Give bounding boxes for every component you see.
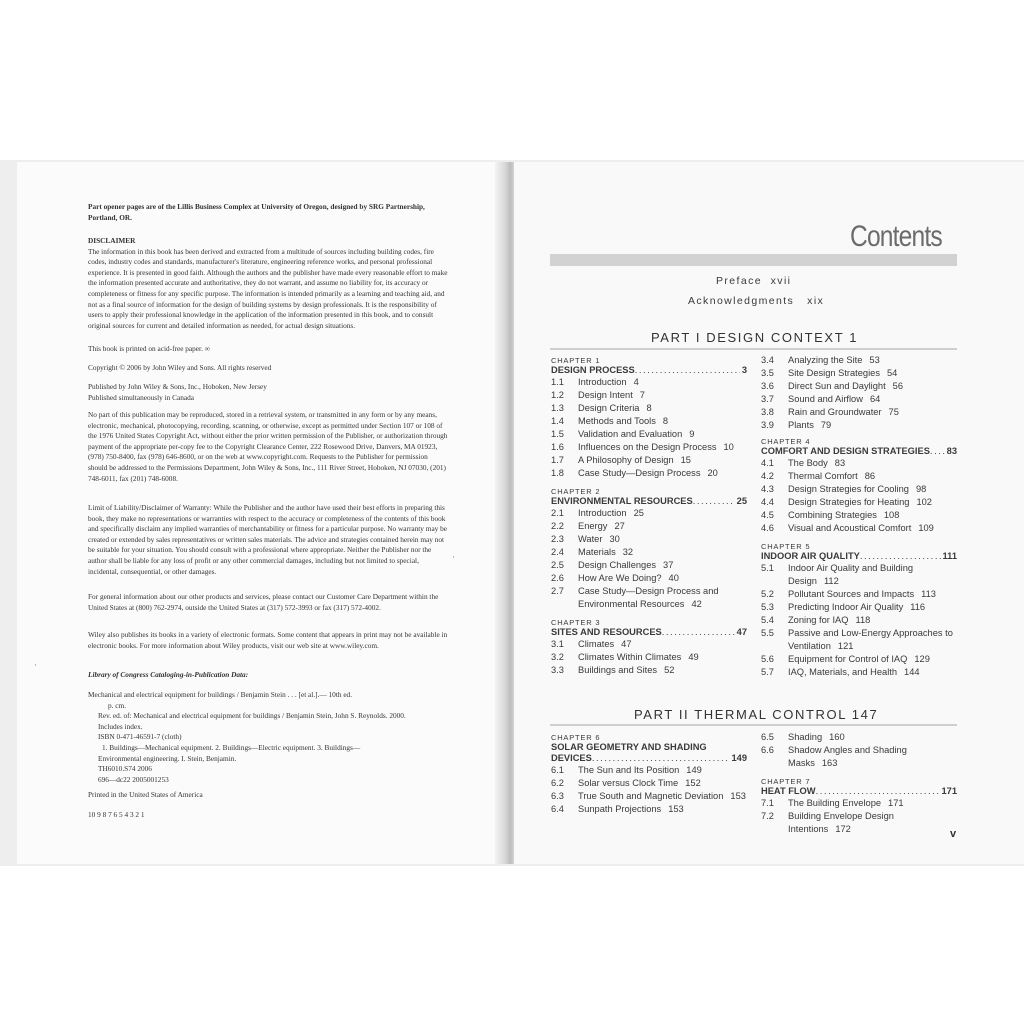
toc-entry xyxy=(761,406,957,419)
cip-line: ISBN 0-471-46591-7 (cloth) xyxy=(98,732,182,742)
toc-entry xyxy=(761,797,957,810)
toc-entry xyxy=(761,653,957,666)
section-page: 149 xyxy=(686,765,702,775)
section-number: 3.3 xyxy=(551,665,564,675)
part-2-rule xyxy=(550,724,957,726)
section-page: 15 xyxy=(680,455,691,465)
acknowledgments-entry xyxy=(688,295,824,307)
toc-column-right xyxy=(761,354,957,679)
section-title: The Building Envelope 171 xyxy=(788,798,904,808)
section-title: How Are We Doing? 40 xyxy=(578,573,679,583)
liability-notice xyxy=(88,503,448,577)
toc-entry xyxy=(761,627,957,653)
section-title: Influences on the Design Process 10 xyxy=(578,442,734,452)
toc-entry xyxy=(761,419,957,432)
print-line-text: 10 9 8 7 6 5 4 3 2 1 xyxy=(88,810,145,819)
copyright-notice xyxy=(88,363,448,374)
section-page: 10 xyxy=(723,442,734,452)
toc-entry xyxy=(761,614,957,627)
section-page: 75 xyxy=(888,407,899,417)
toc-column-left xyxy=(551,357,747,677)
chapter-label: CHAPTER 4 xyxy=(761,437,811,446)
cip-line: 1. Buildings—Mechanical equipment. 2. Buildings—Electric equipment. 3. Buildings— xyxy=(102,742,361,752)
chapter-entries xyxy=(761,562,957,679)
chapter-title: DEVICES . . . 149 xyxy=(551,753,747,764)
toc-entry xyxy=(551,520,747,533)
section-title: Zoning for IAQ 118 xyxy=(788,615,871,625)
contents-title: Contents xyxy=(850,220,942,253)
section-page: 152 xyxy=(685,778,701,788)
section-page: 49 xyxy=(688,652,699,662)
toc-entry xyxy=(551,402,747,415)
disclaimer xyxy=(88,236,448,331)
toc-entry xyxy=(761,601,957,614)
section-page: 102 xyxy=(916,497,932,507)
cip-line: 696—dc22 2005001253 xyxy=(98,774,169,784)
section-page: 171 xyxy=(888,798,904,808)
section-title: Analyzing the Site 53 xyxy=(788,355,880,365)
section-number: 2.6 xyxy=(551,573,564,583)
published-line-1: Published by John Wiley & Sons, Inc., Hoboken, New Jersey xyxy=(88,382,267,391)
section-page: 153 xyxy=(668,804,684,814)
liability-text: Limit of Liability/Disclaimer of Warranty: While the Publisher and the author have used their best efforts in preparing this book, they make no representations or warranties with respect to the accuracy or completeness of the contents of this book and specifically disclaim any implied warranties of merchantability or fitness for a particular purpose. No warranty may be created or extended by sales representatives or written sales materials. The advice and strategies contained herein may not be suitable for your situation. You should consult with a professional where appropriate. Neither the Publisher nor the author shall be liable for any loss of profit or any other commercial damages, including but not limited to special, incidental, consequential, or other damages. xyxy=(88,503,448,576)
print-line xyxy=(88,810,448,821)
toc-entry xyxy=(761,562,957,588)
section-number: 3.8 xyxy=(761,407,774,417)
section-page: 112 xyxy=(823,576,839,586)
toc-entry xyxy=(551,441,747,454)
section-title: Design Criteria 8 xyxy=(578,403,652,413)
cip-heading xyxy=(88,670,448,681)
chapter-title: INDOOR AIR QUALITY . . . 111 xyxy=(761,551,957,562)
toc-entry xyxy=(551,415,747,428)
section-title: Validation and Evaluation 9 xyxy=(578,429,695,439)
toc-entry xyxy=(761,457,957,470)
section-title: The Body 83 xyxy=(788,458,846,468)
toc-column-left-part2 xyxy=(551,734,747,816)
toc-entry xyxy=(761,509,957,522)
section-title: Methods and Tools 8 xyxy=(578,416,669,426)
section-title: Introduction 4 xyxy=(578,377,639,387)
part-2-heading: PART II THERMAL CONTROL 147 xyxy=(634,707,879,722)
chapter-label: CHAPTER 6 xyxy=(551,733,601,742)
toc-entry xyxy=(551,585,747,611)
toc-entry xyxy=(761,731,957,744)
section-title: Design Intent 7 xyxy=(578,390,645,400)
chapter-entries xyxy=(761,731,957,770)
section-page: 113 xyxy=(921,589,936,599)
section-number: 7.1 xyxy=(761,798,774,808)
section-number: 2.2 xyxy=(551,521,564,531)
section-number: 2.4 xyxy=(551,547,564,557)
scan-speck: · xyxy=(452,552,455,562)
section-number: 5.7 xyxy=(761,667,774,677)
chapter-label: CHAPTER 5 xyxy=(761,542,811,551)
section-page: 116 xyxy=(910,602,926,612)
section-title: Shadow Angles and Shading Masks 163 xyxy=(788,745,907,768)
section-title: Combining Strategies 108 xyxy=(788,510,900,520)
section-page: 32 xyxy=(622,547,634,557)
section-number: 6.2 xyxy=(551,778,564,788)
section-number: 4.1 xyxy=(761,458,774,468)
section-title: The Sun and Its Position 149 xyxy=(578,765,702,775)
section-number: 3.7 xyxy=(761,394,774,404)
section-page: 129 xyxy=(914,654,930,664)
section-number: 3.4 xyxy=(761,355,774,365)
title-bar xyxy=(550,254,957,266)
cip-heading-text: Library of Congress Cataloging-in-Publication Data: xyxy=(88,670,249,679)
toc-entry xyxy=(551,546,747,559)
cip-line: Rev. ed. of: Mechanical and electrical equipment for buildings / Benjamin Stein, John S. Reynolds. 2000. xyxy=(98,711,406,721)
section-number: 6.4 xyxy=(551,804,564,814)
section-number: 4.2 xyxy=(761,471,774,481)
toc-entry xyxy=(551,638,747,651)
disclaimer-body: The information in this book has been derived and extracted from a multitude of sources including building codes, fire codes, industry codes and standards, manufacturer's literature, engineering reference works, and personal professional experience. It is presented in good faith. Although the authors and the publisher have made every reasonable effort to make the information presented accurate and authoritative, they do not warrant, and assume no liability for, its accuracy or completeness or fitness for any specific purpose. The information is intended primarily as a learning and teaching aid, and not as a final source of information for the design of building systems by design professionals. It is the responsibility of users to apply their professional knowledge in the application of the information presented in this book, and to consult original sources for current and detailed information as needed, for actual design situations. xyxy=(88,246,448,330)
toc-entry xyxy=(551,507,747,520)
section-title: Climates Within Climates 49 xyxy=(578,652,699,662)
section-number: 4.5 xyxy=(761,510,774,520)
section-number: 4.3 xyxy=(761,484,774,494)
section-number: 6.6 xyxy=(761,745,774,755)
section-number: 2.5 xyxy=(551,560,564,570)
section-page: 27 xyxy=(614,521,625,531)
chapter-title-line-1: SOLAR GEOMETRY AND SHADING xyxy=(551,742,707,752)
section-number: 5.1 xyxy=(761,563,774,573)
cip-data xyxy=(88,690,448,785)
section-page: 98 xyxy=(915,484,927,494)
section-number: 3.1 xyxy=(551,639,564,649)
section-page: 52 xyxy=(664,665,675,675)
preface-label: Preface xyxy=(716,275,762,287)
cip-line: Includes index. xyxy=(98,721,143,731)
section-page: 56 xyxy=(892,381,904,391)
chapter-title: HEAT FLOW . . . 171 xyxy=(761,786,957,797)
toc-entry xyxy=(551,559,747,572)
section-page: 109 xyxy=(918,523,934,533)
copyright-text: Copyright © 2006 by John Wiley and Sons. All rights reserved xyxy=(88,363,272,372)
printed-in-text: Printed in the United States of America xyxy=(88,790,203,799)
electronic-formats-notice xyxy=(88,630,448,651)
preface-page: xvii xyxy=(770,275,792,287)
section-title: Design Challenges 37 xyxy=(578,560,674,570)
section-page: 163 xyxy=(821,758,838,768)
toc-entry xyxy=(551,454,747,467)
section-title: A Philosophy of Design 15 xyxy=(578,455,691,465)
section-title: Plants 79 xyxy=(788,420,832,430)
section-number: 6.5 xyxy=(761,732,774,742)
section-title: Energy 27 xyxy=(578,521,625,531)
chapter-label: CHAPTER 7 xyxy=(761,777,811,786)
section-title: Building Envelope Design Intentions 172 xyxy=(788,811,894,834)
general-info-text: For general information about our other products and services, please contact our Customer Care Department within the United States at (800) 762-2974, outside the United States at (317) 572-3993 or fax (317) 572-4002. xyxy=(88,592,439,612)
section-title: Case Study—Design Process and Environmental Resources 42 xyxy=(578,586,719,609)
permissions-text: No part of this publication may be reproduced, stored in a retrieval system, or transmitted in any form or by any means, electronic, mechanical, photocopying, recording, scanning, or otherwise, except as permitted under Section 107 or 108 of the 1976 United States Copyright Act, without either the prior written permission of the Publisher, or authorization through payment of the appropriate per-copy fee to the Copyright Clearance Center, 222 Rosewood Drive, Danvers, MA 01923, (978) 750-8400, fax (978) 646-8600, or on the web at www.copyright.com. Requests to the Publisher for permission should be addressed to the Permissions Department, John Wiley & Sons, Inc., 111 River Street, Hoboken, NJ 07030, (201) 748-6011, fax (201) 748-6008. xyxy=(88,410,448,483)
section-number: 6.1 xyxy=(551,765,564,775)
chapter-entries xyxy=(761,797,957,836)
toc-entry xyxy=(761,744,957,770)
section-number: 1.8 xyxy=(551,468,564,478)
section-title: Case Study—Design Process 20 xyxy=(578,468,718,478)
opener-credit xyxy=(88,202,448,223)
chapter-label: CHAPTER 3 xyxy=(551,618,601,627)
chapter-label: CHAPTER 1 xyxy=(551,356,601,365)
toc-entry xyxy=(551,389,747,402)
opener-credit-text: Part opener pages are of the Lillis Business Complex at University of Oregon, designed by SRG Partnership, Portland, OR. xyxy=(88,202,425,222)
page-number: v xyxy=(950,828,957,840)
section-number: 2.3 xyxy=(551,534,564,544)
section-page: 64 xyxy=(869,394,881,404)
section-title: IAQ, Materials, and Health 144 xyxy=(788,667,920,677)
section-page: 153 xyxy=(730,791,746,801)
section-number: 1.2 xyxy=(551,390,564,400)
scan-speck: · xyxy=(34,660,37,670)
section-title: Predicting Indoor Air Quality 116 xyxy=(788,602,926,612)
section-number: 4.6 xyxy=(761,523,774,533)
section-page: 40 xyxy=(668,573,679,583)
chapter-title: COMFORT AND DESIGN STRATEGIES . . . 83 xyxy=(761,446,957,457)
section-title: Direct Sun and Daylight 56 xyxy=(788,381,904,391)
chapter-title: SITES AND RESOURCES . . . 47 xyxy=(551,627,747,638)
section-title: Water 30 xyxy=(578,534,620,544)
section-page: 83 xyxy=(834,458,846,468)
section-title: Pollutant Sources and Impacts 113 xyxy=(788,589,936,599)
section-title: Equipment for Control of IAQ 129 xyxy=(788,654,930,664)
toc-entry xyxy=(551,764,747,777)
toc-entry xyxy=(761,354,957,367)
section-title: Passive and Low-Energy Approaches to Ventilation 121 xyxy=(788,628,953,651)
section-page: 9 xyxy=(689,429,695,439)
section-number: 3.5 xyxy=(761,368,774,378)
section-title: Site Design Strategies 54 xyxy=(788,368,898,378)
section-title: Indoor Air Quality and Building Design 112 xyxy=(788,563,914,586)
section-page: 8 xyxy=(646,403,652,413)
toc-entry xyxy=(551,376,747,389)
section-page: 53 xyxy=(869,355,880,365)
section-number: 3.6 xyxy=(761,381,774,391)
section-number: 6.3 xyxy=(551,791,564,801)
toc-entry xyxy=(761,496,957,509)
toc-entry xyxy=(551,803,747,816)
section-title: Sunpath Projections 153 xyxy=(578,804,684,814)
section-page: 160 xyxy=(829,732,845,742)
section-title: Sound and Airflow 64 xyxy=(788,394,881,404)
section-title: Climates 47 xyxy=(578,639,632,649)
toc-entry xyxy=(761,588,957,601)
chapter-entries xyxy=(761,354,957,432)
section-page: 37 xyxy=(663,560,674,570)
section-number: 7.2 xyxy=(761,811,774,821)
section-number: 5.2 xyxy=(761,589,774,599)
section-title: Solar versus Clock Time 152 xyxy=(578,778,701,788)
section-title: True South and Magnetic Deviation 153 xyxy=(578,791,746,801)
toc-entry xyxy=(761,522,957,535)
publisher-info xyxy=(88,382,448,403)
section-title: Design Strategies for Cooling 98 xyxy=(788,484,927,494)
section-number: 1.4 xyxy=(551,416,564,426)
toc-entry xyxy=(761,810,957,836)
section-title: Materials 32 xyxy=(578,547,634,557)
section-title: Buildings and Sites 52 xyxy=(578,665,675,675)
section-number: 1.1 xyxy=(551,377,564,387)
toc-entry xyxy=(761,666,957,679)
section-page: 25 xyxy=(633,508,644,518)
toc-entry xyxy=(761,483,957,496)
section-page: 108 xyxy=(883,510,900,520)
chapter-entries xyxy=(551,507,747,611)
section-number: 1.5 xyxy=(551,429,564,439)
chapter-entries xyxy=(551,638,747,677)
part-1-heading: PART I DESIGN CONTEXT 1 xyxy=(651,330,859,345)
toc-entry xyxy=(551,533,747,546)
section-number: 2.1 xyxy=(551,508,564,518)
acknowledgments-page: xix xyxy=(807,295,825,307)
acknowledgments-label: Acknowledgments xyxy=(688,295,795,307)
section-page: 121 xyxy=(837,641,854,651)
section-title: Rain and Groundwater 75 xyxy=(788,407,899,417)
toc-entry xyxy=(551,467,747,480)
section-page: 54 xyxy=(886,368,898,378)
toc-entry xyxy=(761,380,957,393)
toc-entry xyxy=(551,572,747,585)
section-number: 2.7 xyxy=(551,586,564,596)
section-title: Shading 160 xyxy=(788,732,845,742)
chapter-entries xyxy=(761,457,957,535)
toc-entry xyxy=(551,777,747,790)
section-page: 8 xyxy=(662,416,669,426)
cip-line: Mechanical and electrical equipment for buildings / Benjamin Stein . . . [et al.].— 10th ed. xyxy=(88,690,353,699)
general-info-notice xyxy=(88,592,448,613)
section-number: 3.2 xyxy=(551,652,564,662)
section-number: 3.9 xyxy=(761,420,774,430)
chapter-entries xyxy=(551,764,747,816)
section-title: Design Strategies for Heating 102 xyxy=(788,497,932,507)
preface-entry xyxy=(716,275,791,287)
section-page: 86 xyxy=(864,471,876,481)
toc-entry xyxy=(761,470,957,483)
section-page: 4 xyxy=(633,377,639,387)
toc-entry xyxy=(551,664,747,677)
section-title: Introduction 25 xyxy=(578,508,644,518)
section-number: 5.3 xyxy=(761,602,774,612)
acid-free-note xyxy=(88,344,448,355)
section-number: 1.6 xyxy=(551,442,564,452)
toc-entry xyxy=(551,428,747,441)
published-line-2: Published simultaneously in Canada xyxy=(88,392,194,402)
toc-entry xyxy=(551,651,747,664)
section-page: 7 xyxy=(639,390,645,400)
electronic-text: Wiley also publishes its books in a variety of electronic formats. Some content that appears in print may not be available in electronic books. For more information about Wiley products, visit our web site at www.wiley.com. xyxy=(88,630,448,650)
section-page: 79 xyxy=(820,420,832,430)
section-page: 20 xyxy=(707,468,718,478)
section-number: 5.4 xyxy=(761,615,774,625)
section-page: 42 xyxy=(691,599,702,609)
cip-line: p. cm. xyxy=(108,700,127,710)
toc-entry xyxy=(551,790,747,803)
section-title: Visual and Acoustical Comfort 109 xyxy=(788,523,934,533)
disclaimer-heading: DISCLAIMER xyxy=(88,236,136,245)
section-number: 1.7 xyxy=(551,455,564,465)
section-number: 4.4 xyxy=(761,497,774,507)
section-page: 144 xyxy=(904,667,920,677)
section-page: 118 xyxy=(855,615,871,625)
section-page: 172 xyxy=(835,824,851,834)
section-number: 5.5 xyxy=(761,628,774,638)
part-1-rule xyxy=(550,348,957,350)
toc-entry xyxy=(761,393,957,406)
section-number: 1.3 xyxy=(551,403,564,413)
cip-line: TH6010.S74 2006 xyxy=(98,764,152,774)
permissions-notice xyxy=(88,410,448,484)
printed-in xyxy=(88,790,448,801)
section-title: Thermal Comfort 86 xyxy=(788,471,876,481)
toc-entry xyxy=(761,367,957,380)
chapter-entries xyxy=(551,376,747,480)
section-page: 47 xyxy=(621,639,632,649)
cip-line: Environmental engineering. I. Stein, Benjamin. xyxy=(98,753,237,763)
chapter-label: CHAPTER 2 xyxy=(551,487,601,496)
section-page: 30 xyxy=(609,534,620,544)
acid-free-text: This book is printed on acid-free paper. ∞ xyxy=(88,344,210,353)
toc-column-right-part2 xyxy=(761,731,957,836)
section-number: 5.6 xyxy=(761,654,774,664)
chapter-title: ENVIRONMENTAL RESOURCES . . . 25 xyxy=(551,496,747,507)
chapter-title: DESIGN PROCESS . . . 3 xyxy=(551,365,747,376)
